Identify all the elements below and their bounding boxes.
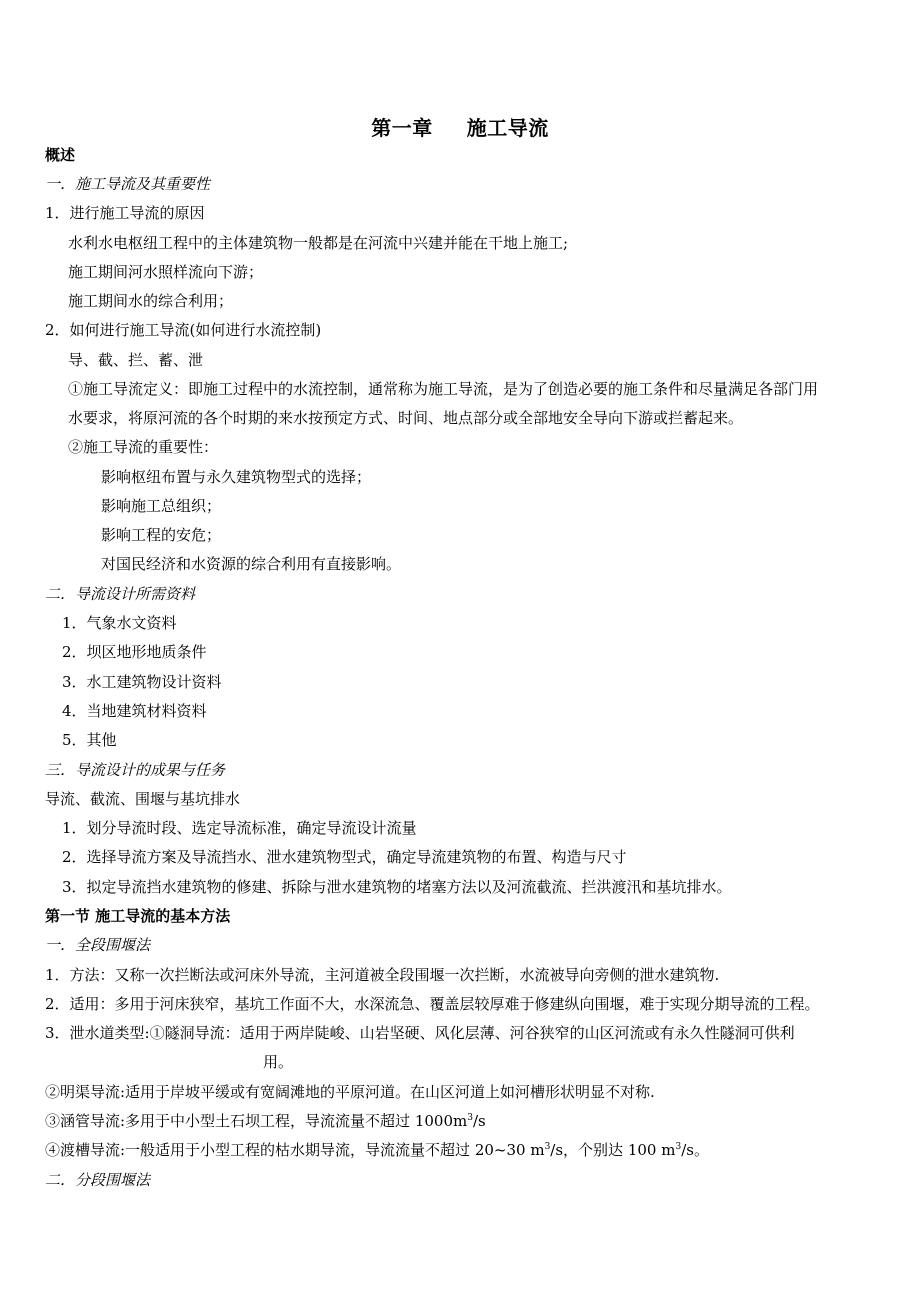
list-item: 2．选择导流方案及导流挡水、泄水建筑物型式，确定导流建筑物的布置、构造与尺寸 [62, 848, 627, 866]
list-item: 1．方法：又称一次拦断法或河床外导流，主河道被全段围堰一次拦断，水流被导向旁侧的泄水建筑物. [45, 966, 720, 984]
superscript: 3 [544, 1142, 551, 1152]
section-heading: 三．导流设计的成果与任务 [45, 761, 226, 779]
list-item: 1．气象水文资料 [62, 614, 177, 632]
list-item: 3．拟定导流挡水建筑物的修建、拆除与泄水建筑物的堵塞方法以及河流截流、拦洪渡汛和基坑排水。 [62, 878, 732, 896]
text-run: ④渡槽导流:一般适用于小型工程的枯水期导流，导流流量不超过 20~30 m [45, 1141, 545, 1159]
subsection-title: 第一节 施工导流的基本方法 [45, 907, 231, 925]
list-item: 3．泄水道类型:①隧洞导流：适用于两岸陡峻、山岩坚硬、风化层薄、河谷狭窄的山区河流或有永久性隧洞可供利 [45, 1024, 795, 1042]
text-run: /s。 [681, 1141, 709, 1159]
overview-heading: 概述 [45, 146, 76, 164]
list-item: 1．划分导流时段、选定导流标准，确定导流设计流量 [62, 819, 417, 837]
text-run: /s [472, 1112, 486, 1130]
list-item: 4．当地建筑材料资料 [62, 702, 207, 720]
list-item: 5．其他 [62, 731, 117, 749]
paragraph-line: 影响工程的安危； [101, 526, 222, 544]
section-heading: 二．导流设计所需资料 [45, 585, 196, 603]
paragraph-line: 影响枢纽布置与永久建筑物型式的选择； [101, 468, 372, 486]
section-heading: 二．分段围堰法 [45, 1171, 151, 1189]
chapter-title [0, 112, 920, 141]
paragraph-line: 水利水电枢纽工程中的主体建筑物一般都是在河流中兴建并能在干地上施工; [68, 234, 569, 252]
section-heading: 一．全段围堰法 [45, 936, 151, 954]
section-heading: 一．施工导流及其重要性 [45, 175, 211, 193]
list-item: 2．如何进行施工导流(如何进行水流控制) [45, 321, 322, 339]
paragraph-line: 施工期间水的综合利用； [68, 292, 234, 310]
superscript: 3 [467, 1113, 473, 1123]
text-run: ③涵管导流:多用于中小型土石坝工程，导流流量不超过 1000m [45, 1112, 468, 1130]
list-item: 2．适用：多用于河床狭窄，基坑工作面不大，水深流急、覆盖层较厚难于修建纵向围堰，难于实现分期导流的工程。 [45, 995, 820, 1013]
paragraph-line: 对国民经济和水资源的综合利用有直接影响。 [101, 555, 402, 573]
list-item: 3．水工建筑物设计资料 [62, 673, 222, 691]
paragraph-line: 影响施工总组织； [101, 497, 222, 515]
paragraph-line [45, 1140, 709, 1160]
paragraph-line [45, 1111, 486, 1131]
list-item: 2．坝区地形地质条件 [62, 643, 207, 661]
paragraph-line: 施工期间河水照样流向下游； [68, 263, 264, 281]
paragraph-line: ②明渠导流:适用于岸坡平缓或有宽阔滩地的平原河道。在山区河道上如河槽形状明显不对称. [45, 1083, 655, 1101]
paragraph-line: 用。 [263, 1053, 294, 1071]
paragraph-line: 导、截、拦、蓄、泄 [68, 351, 204, 369]
definition-line: 水要求，将原河流的各个时期的来水按预定方式、时间、地点部分或全部地安全导向下游或拦蓄起来。 [68, 409, 744, 427]
definition-line: ①施工导流定义：即施工过程中的水流控制，通常称为施工导流，是为了创造必要的施工条件和尽量满足各部门用 [68, 380, 819, 398]
text-run: /s，个别达 100 m [550, 1141, 676, 1159]
chapter-number: 第一章 [371, 116, 433, 140]
paragraph-line: ②施工导流的重要性： [68, 438, 219, 456]
superscript: 3 [675, 1142, 682, 1152]
chapter-name: 施工导流 [466, 116, 549, 140]
list-item: 1．进行施工导流的原因 [45, 204, 205, 222]
paragraph-line: 导流、截流、围堰与基坑排水 [45, 790, 241, 808]
